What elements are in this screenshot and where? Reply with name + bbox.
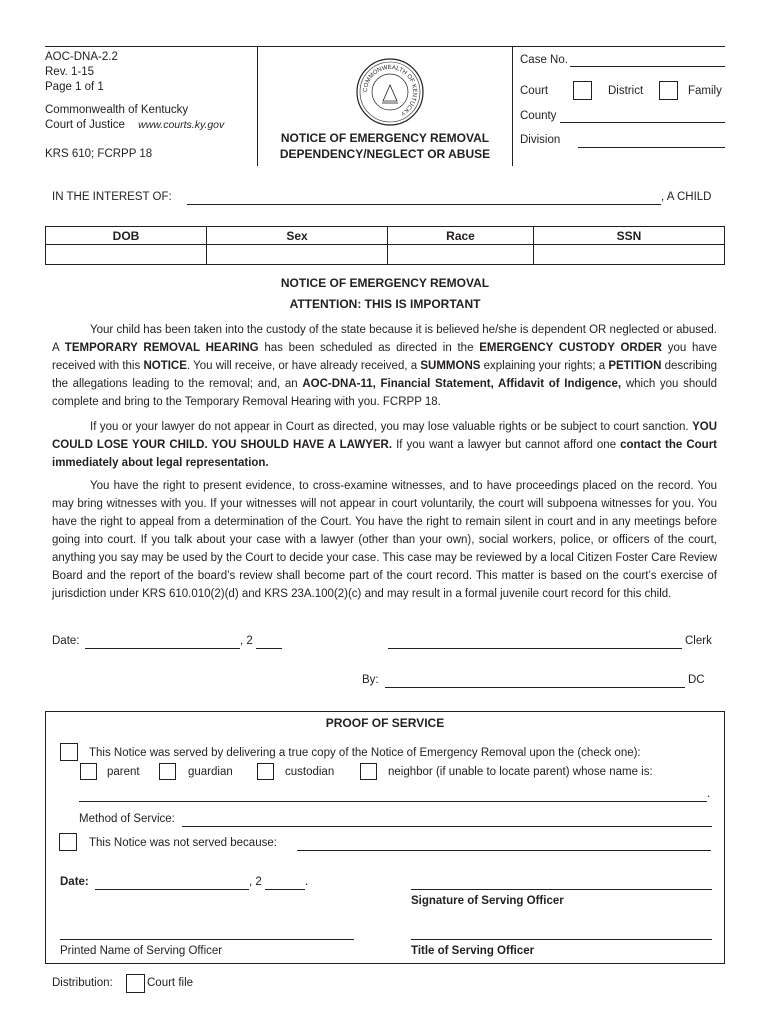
court-label: Court (520, 85, 549, 97)
district-label: District (608, 85, 644, 97)
interest-suffix: , A CHILD (661, 191, 712, 203)
method-label: Method of Service: (79, 813, 175, 825)
child-name-field[interactable] (187, 204, 661, 205)
neighbor-checkbox[interactable] (360, 763, 377, 780)
header-right-block (520, 54, 725, 154)
distribution-label: Distribution: (52, 977, 113, 989)
served-checkbox[interactable] (60, 743, 78, 761)
notice-paragraph-3: You have the right to present evidence, to cross-examine witnesses, and to have proceedings placed on the record. You may bring witnesses with you. If your witnesses will not appear in court voluntarily, the court will subpoena witnesses for you. You have the right to appeal from a determination of the Court. You have the right to remain silent in court and in any meetings before going into court. If you talk about your case with a lawyer (other than your own), social workers, police, or officers of the court, anything you say may be used by the Court to decide your case. This case may be reviewed by a local Citizen Foster Care Review Board and the report of the board’s review shall become part of the court record. This matter is based on the court’s exercise of jurisdiction under KRS 610.010(2)(d) and KRS 23A.100(2)(c) and may result in a formal juvenile court record for this child. (52, 480, 717, 600)
dc-label: DC (688, 674, 705, 686)
signature-officer-line[interactable] (411, 889, 712, 890)
kentucky-seal-icon (355, 57, 425, 127)
method-field[interactable] (182, 826, 712, 827)
proof-year-prefix: , 2 (249, 876, 262, 888)
date-field[interactable] (85, 648, 240, 649)
table-row (46, 245, 725, 265)
dob-header: DOB (46, 227, 207, 245)
court-of-justice: Court of Justice (45, 119, 125, 131)
neighbor-name-period: . (707, 788, 711, 800)
neighbor-name-field[interactable] (79, 801, 707, 802)
court-file-checkbox[interactable] (126, 974, 145, 993)
not-served-label: This Notice was not served because: (89, 837, 277, 849)
svg-text:COMMONWEALTH OF KENTUCKY: COMMONWEALTH OF KENTUCKY (362, 64, 418, 117)
division-label: Division (520, 134, 561, 146)
header-top-rule (45, 46, 725, 47)
date-year-prefix: , 2 (240, 635, 253, 647)
court-file-label: Court file (147, 977, 194, 989)
proof-date-field[interactable] (95, 889, 249, 890)
custodian-label: custodian (285, 766, 335, 778)
interest-label: IN THE INTEREST OF: (52, 191, 172, 203)
table-header-row (46, 227, 725, 245)
title-line-1: NOTICE OF EMERGENCY REMOVAL (280, 131, 490, 145)
guardian-label: guardian (188, 766, 233, 778)
clerk-signature-line[interactable] (388, 648, 682, 649)
dob-cell[interactable] (46, 245, 207, 265)
attention-heading: ATTENTION: THIS IS IMPORTANT (289, 297, 481, 311)
proof-of-service-box (45, 711, 725, 964)
proof-date-label: Date: (60, 876, 89, 888)
parent-label: parent (107, 766, 140, 778)
header-divider-right (512, 46, 513, 166)
not-served-reason-field[interactable] (297, 850, 711, 851)
clerk-label: Clerk (685, 635, 712, 647)
title-line-2: DEPENDENCY/NEGLECT OR ABUSE (279, 147, 491, 161)
child-info-table (45, 226, 725, 265)
ssn-header: SSN (534, 227, 725, 245)
form-revision: Rev. 1-15 (45, 66, 95, 78)
by-signature-line[interactable] (385, 687, 685, 688)
court-family-checkbox[interactable] (659, 81, 678, 100)
county-label: County (520, 110, 557, 122)
printed-name-line[interactable] (60, 939, 354, 940)
race-header: Race (388, 227, 534, 245)
form-id: AOC-DNA-2.2 (45, 51, 118, 63)
date-label: Date: (52, 635, 80, 647)
county-field[interactable] (560, 122, 725, 123)
notice-heading: NOTICE OF EMERGENCY REMOVAL (280, 276, 490, 290)
case-no-label: Case No. (520, 54, 568, 66)
signature-officer-label: Signature of Serving Officer (411, 895, 564, 907)
family-label: Family (688, 85, 722, 97)
not-served-checkbox[interactable] (59, 833, 77, 851)
neighbor-label: neighbor (if unable to locate parent) whose name is: (388, 766, 653, 778)
sex-cell[interactable] (207, 245, 388, 265)
title-officer-label: Title of Serving Officer (411, 945, 535, 957)
printed-name-label: Printed Name of Serving Officer (60, 945, 223, 957)
title-officer-line[interactable] (411, 939, 712, 940)
parent-checkbox[interactable] (80, 763, 97, 780)
ssn-cell[interactable] (534, 245, 725, 265)
by-label: By: (362, 674, 379, 686)
notice-paragraph-2: If you or your lawyer do not appear in Court as directed, you may lose valuable rights or be subject to court sanction. YOU COULD LOSE YOUR CHILD. YOU SHOULD HAVE A LAWYER. If you want a lawyer but cannot afford one contact the Court immediately about legal representation. (52, 421, 717, 469)
court-district-checkbox[interactable] (573, 81, 592, 100)
guardian-checkbox[interactable] (159, 763, 176, 780)
proof-year-field[interactable] (265, 889, 305, 890)
division-field[interactable] (578, 147, 725, 148)
proof-date-period: . (305, 876, 309, 888)
form-title (258, 130, 512, 162)
case-no-field[interactable] (570, 66, 725, 67)
notice-paragraph-1: Your child has been taken into the custody of the state because it is believed he/she is dependent OR neglected or abused. A TEMPORARY REMOVAL HEARING has been scheduled as directed in the EMERGENCY CUSTODY ORDER you have received with this NOTICE. You will receive, or have already received, a SUMMONS explaining your rights; a PETITION describing the allegations leading to the removal; and, an AOC-DNA-11, Financial Statement, Affidavit of Indigence, which you should complete and bring to the Temporary Removal Hearing with you. FCRPP 18. (52, 324, 718, 408)
website-link[interactable]: www.courts.ky.gov (138, 119, 225, 131)
date-year-field[interactable] (256, 648, 282, 649)
custodian-checkbox[interactable] (257, 763, 274, 780)
race-cell[interactable] (388, 245, 534, 265)
commonwealth-name: Commonwealth of Kentucky (45, 104, 189, 116)
sex-header: Sex (207, 227, 388, 245)
header-left-block (45, 50, 224, 162)
served-text: This Notice was served by delivering a true copy of the Notice of Emergency Removal upon the (check one): (89, 747, 641, 759)
proof-title: PROOF OF SERVICE (325, 716, 445, 730)
page-number: Page 1 of 1 (45, 81, 104, 93)
statutes: KRS 610; FCRPP 18 (45, 148, 153, 160)
